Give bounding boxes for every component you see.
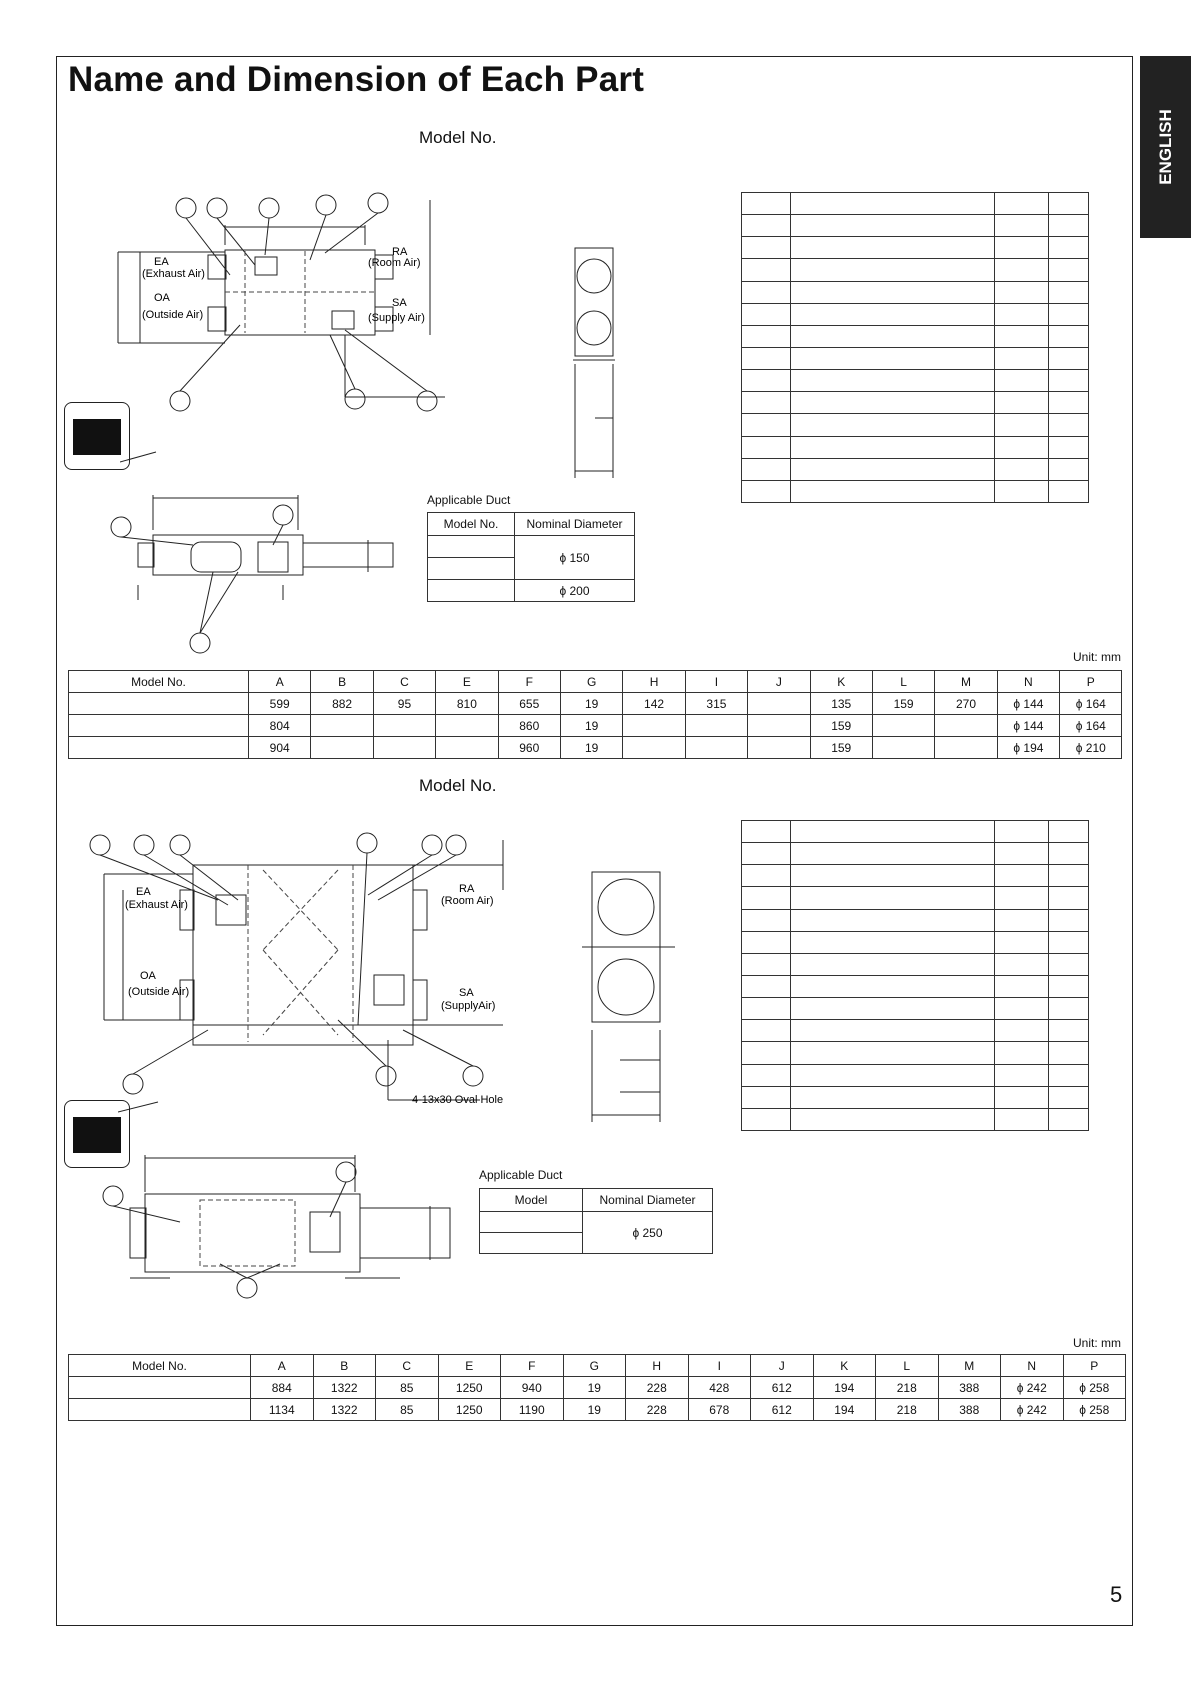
section1-oa-label: OA <box>154 292 170 304</box>
remote-controller-screen <box>73 1117 121 1153</box>
page-number: 5 <box>1110 1582 1123 1607</box>
section2-ra-full-label: (Room Air) <box>441 895 494 907</box>
section2-ea-label: EA <box>136 886 151 898</box>
duct-diameter-200: ϕ 200 <box>515 580 635 602</box>
section2-model-label: Model No. <box>419 776 497 795</box>
section2-oa-full-label: (Outside Air) <box>128 986 190 998</box>
section1-top-view-diagram <box>100 185 490 430</box>
language-tab: ENGLISH <box>1140 56 1191 238</box>
section1-sa-full-label: (Supply Air) <box>368 312 425 324</box>
section1-sa-label: SA <box>392 297 407 309</box>
section1-front-view-diagram <box>108 490 408 655</box>
duct-diameter-150: ϕ 150 <box>515 536 635 580</box>
section2-unit-label: Unit: mm <box>1073 1336 1121 1350</box>
section2-oval-hole-note: 4-13x30 Oval Hole <box>412 1094 504 1106</box>
section1-dimension-table <box>68 670 1122 759</box>
duct-header-model: Model No. <box>428 513 515 536</box>
dim-header-row: Model No. A B C E F G H I J K L M N P <box>69 1355 1126 1377</box>
section1-ea-full-label: (Exhaust Air) <box>142 268 205 280</box>
section2-sa-label: SA <box>459 987 474 999</box>
section2-top-view-diagram <box>88 830 528 1110</box>
section2-oa-label: OA <box>140 970 156 982</box>
remote-controller-screen <box>73 419 121 455</box>
section2-ra-label: RA <box>459 883 475 895</box>
section2-sa-full-label: (SupplyAir) <box>441 1000 496 1012</box>
table-row: 904 960 19 159 ϕ 194 ϕ 210 <box>69 737 1122 759</box>
section2-side-view-diagram <box>580 860 680 1130</box>
section2-duct-caption: Applicable Duct <box>479 1168 563 1182</box>
section2-duct-table <box>479 1188 713 1254</box>
duct-diameter-250: ϕ 250 <box>583 1212 713 1254</box>
section2-dimension-table <box>68 1354 1126 1421</box>
section1-duct-caption: Applicable Duct <box>427 493 511 507</box>
section1-remote-leader-line <box>120 448 160 468</box>
duct-header-diameter: Nominal Diameter <box>515 513 635 536</box>
section1-ra-full-label: (Room Air) <box>368 257 421 269</box>
duct-header-model: Model <box>480 1189 583 1212</box>
page-title: Name and Dimension of Each Part <box>68 60 645 99</box>
duct-header-diameter: Nominal Diameter <box>583 1189 713 1212</box>
table-row: 804 860 19 159 ϕ 144 ϕ 164 <box>69 715 1122 737</box>
section1-ea-label: EA <box>154 256 169 268</box>
section2-parts-list-table <box>741 820 1089 1131</box>
section1-parts-list-table <box>741 192 1089 503</box>
section2-remote-leader-line <box>118 1098 162 1118</box>
section1-unit-label: Unit: mm <box>1073 650 1121 664</box>
section1-duct-table <box>427 512 635 602</box>
section1-model-label: Model No. <box>419 128 497 147</box>
section2-ea-full-label: (Exhaust Air) <box>125 899 188 911</box>
section2-front-view-diagram <box>100 1152 460 1300</box>
section1-oa-full-label: (Outside Air) <box>142 309 204 321</box>
table-row: 1134 1322 85 1250 1190 19 228 678 612 194 218 388 ϕ 242 ϕ 258 <box>69 1399 1126 1421</box>
dim-header-row: Model No. A B C E F G H I J K L M N P <box>69 671 1122 693</box>
section1-ra-label: RA <box>392 246 408 258</box>
table-row: 599 882 95 810 655 19 142 315 135 159 270 ϕ 144 ϕ 164 <box>69 693 1122 715</box>
section1-side-view-diagram <box>555 238 635 480</box>
table-row: 884 1322 85 1250 940 19 228 428 612 194 218 388 ϕ 242 ϕ 258 <box>69 1377 1126 1399</box>
